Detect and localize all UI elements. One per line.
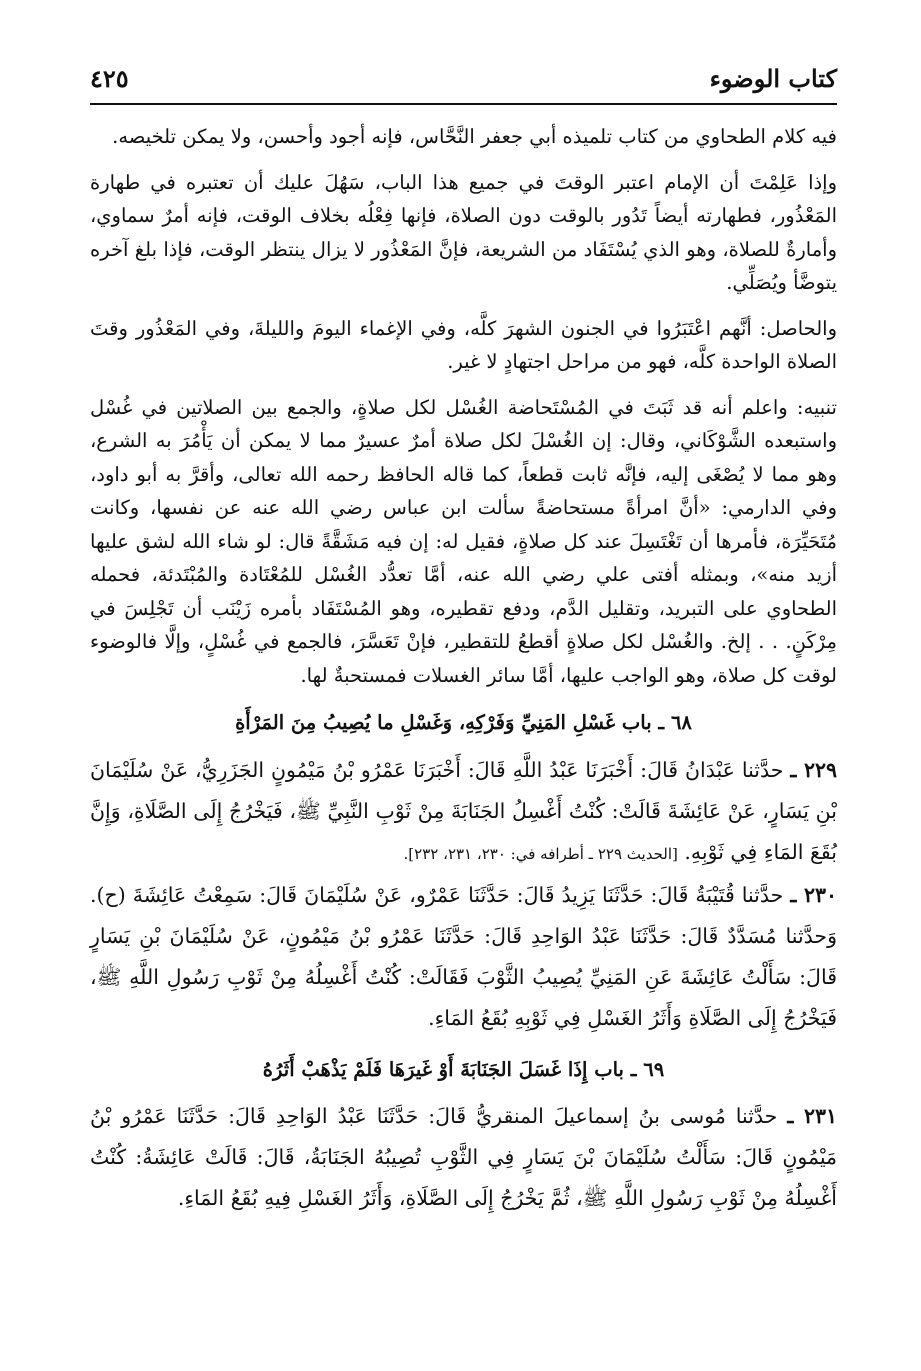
hadith-231-number: ٢٣١ ـ: [787, 1104, 837, 1128]
page-body: [90, 120, 837, 1219]
hadith-229-number: ٢٢٩ ـ: [790, 757, 837, 782]
header-rule: [90, 103, 837, 105]
commentary-paragraph-3: والحاصل: أنَّهم اعْتَبَرُوا في الجنون الشهرَ كلَّه، وفي الإغماء اليومَ والليلةَ، وفي المَعْذُور وقتَ الصلاة الواحدة كلَّه، فهو من مراحل اجتهادٍ لا غير.: [90, 316, 837, 373]
commentary-paragraph-1: فيه كلام الطحاوي من كتاب تلميذه أبي جعفر النَّحَّاس، فإنه أجود وأحسن، ولا يمكن تلخيصه.: [112, 125, 837, 148]
hadith-229-reference: [الحديث ٢٢٩ ـ أطرافه في: ٢٣٠، ٢٣١، ٢٣٢].: [403, 844, 678, 863]
hadith-block-69: [90, 1096, 837, 1219]
hadith-229-text: حدَّثنا عَبْدَانُ قَالَ: أَخْبَرَنَا عَبْدُ اللَّهِ قَالَ: أَخْبَرَنَا عَمْرُو بْنُ مَيْمُونٍ الجَزَرِيُّ، عَنْ سُلَيْمَانَ بْنِ يَسَارٍ، عَنْ عَائِشَةَ قَالَتْ: كُنْتُ أَغْسِلُ الجَنَابَةَ مِنْ ثَوْبِ النَّبِيِّ ﷺ، فَيَخْرُجُ إِلَى الصَّلَاةِ، وَإِنَّ بُقَعَ المَاءِ فِي ثَوْبِهِ.: [90, 757, 837, 864]
page-header: [90, 58, 837, 98]
hadith-230-number: ٢٣٠ ـ: [790, 882, 837, 907]
hadith-231-text: حدَّثنا مُوسى بنُ إسماعيلَ المنقريُّ قَالَ: حَدَّثَنَا عَبْدُ الوَاحِدِ قَالَ: حَدَّثَنَا عَمْرُو بْنُ مَيْمُونٍ قَالَ: سَأَلْتُ سُلَيْمَانَ بْنَ يَسَارٍ فِي الثَّوْبِ تُصِيبُهُ الجَنَابَةُ، قَالَ: قَالَتْ عَائِشَةُ: كُنْتُ أَغْسِلُهُ مِنْ ثَوْبِ رَسُولِ اللَّهِ ﷺ، ثُمَّ يَخْرُجُ إِلَى الصَّلَاةِ، وَأَثَرُ الغَسْلِ فِيهِ بُقَعُ المَاءِ.: [90, 1104, 837, 1210]
hadith-230: [90, 875, 837, 1039]
hadith-229: [90, 750, 837, 875]
commentary-paragraph-2: وإذا عَلِمْتَ أن الإمام اعتبر الوقتَ في جميع هذا الباب، سَهُلَ عليك أن تعتبره في طهارة المَعْذُور، فطهارته أيضاً تَدُور بالوقت دون الصلاة، فإنها فِعْلُه بخلاف الوقت، فإنه أمرٌ سماوي، وأمارةٌ للصلاة، وهو الذي يُسْتَفَاد من الشريعة، فإنَّ المَعْذُور لا يزال ينتظر الوقت، فإذا بلغ آخره يتوضَّأ ويُصَلِّي.: [90, 170, 837, 294]
hadith-231: [90, 1096, 837, 1219]
hadith-230-text: حدَّثنا قُتَيْبَةُ قَالَ: حَدَّثَنَا يَزِيدُ قَالَ: حَدَّثَنَا عَمْرٌو، عَنْ سُلَيْمَانَ قَالَ: سَمِعْتُ عَائِشَةَ (ح). وَحدَّثنا مُسَدَّدٌ قَالَ: حَدَّثَنَا عَبْدُ الوَاحِدِ قَالَ: حَدَّثَنَا عَمْرُو بْنُ مَيْمُونٍ، عَنْ سُلَيْمَانَ بْنِ يَسَارٍ قَالَ: سَأَلْتُ عَائِشَةَ عَنِ المَنِيِّ يُصِيبُ الثَّوْبَ فَقَالَتْ: كُنْتُ أَغْسِلُهُ مِنْ ثَوْبِ رَسُولِ اللَّهِ ﷺ، فَيَخْرُجُ إِلَى الصَّلَاةِ وَأَثَرُ الغَسْلِ فِي ثَوْبِهِ بُقَعُ المَاءِ.: [90, 882, 837, 1030]
hadith-block-68: [90, 750, 837, 1039]
page-number: ٤٢٥: [90, 64, 129, 93]
chapter-68-heading: ٦٨ ـ باب غَسْلِ المَنِيِّ وَفَرْكِهِ، وَغَسْلِ ما يُصِيبُ مِنَ المَرْأَةِ: [235, 711, 692, 734]
chapter-69-heading: ٦٩ ـ باب إِذَا غَسَلَ الجَنَابَةَ أَوْ غَيرَهَا فَلَمْ يَذْهَبْ أَثَرُهُ: [262, 1057, 665, 1081]
running-title: كتاب الوضوء: [709, 64, 837, 93]
commentary-paragraph-4: تنبيه: واعلم أنه قد ثَبَتَ في المُسْتَحاضة الغُسْل لكل صلاةٍ، والجمع بين الصلاتين في غُسْل واستبعده الشَّوْكَاني، وقال: إن الغُسْلَ لكل صلاة أمرٌ عسيرٌ مما لا يمكن أن يَأْمُرَ به الشرع، وهو مما لا يُصْغَى إليه، فإنَّه ثابت قطعاً، كما قاله الحافظ رحمه الله تعالى، وأقرَّ به أبو داود، وفي الدارمي: «أنَّ امرأةً مستحاضةً سألت ابن عباس رضي الله عنه عن نفسها، وكانت مُتَحَيِّرَة، فأمرها أن تَغْتَسِلَ عند كل صلاةٍ، فقيل له: إن فيه مَشَقَّةً قال: لو شاء الله لشق عليها أزيد منه»، وبمثله أفتى علي رضي الله عنه، أمَّا تعدُّد الغُسْل للمُعْتَادة والمُبْتَدئة، فحمله الطحاوي على التبريد، وتقليل الدَّم، ودفع تقطيره، وهو المُسْتَفَاد بأمره زَيْنَب أن تَجْلِسَ في مِرْكَنٍ. . . إلخ. والغُسْل لكل صلاةٍ أقطعُ للتقطير، فإنْ تَعَسَّرَ، فالجمع في غُسْلٍ، وإلَّا فالوضوء لوقت كل صلاة، وهو الواجب عليها، أمَّا سائر الغسلات فمستحبةٌ لها.: [90, 395, 837, 687]
